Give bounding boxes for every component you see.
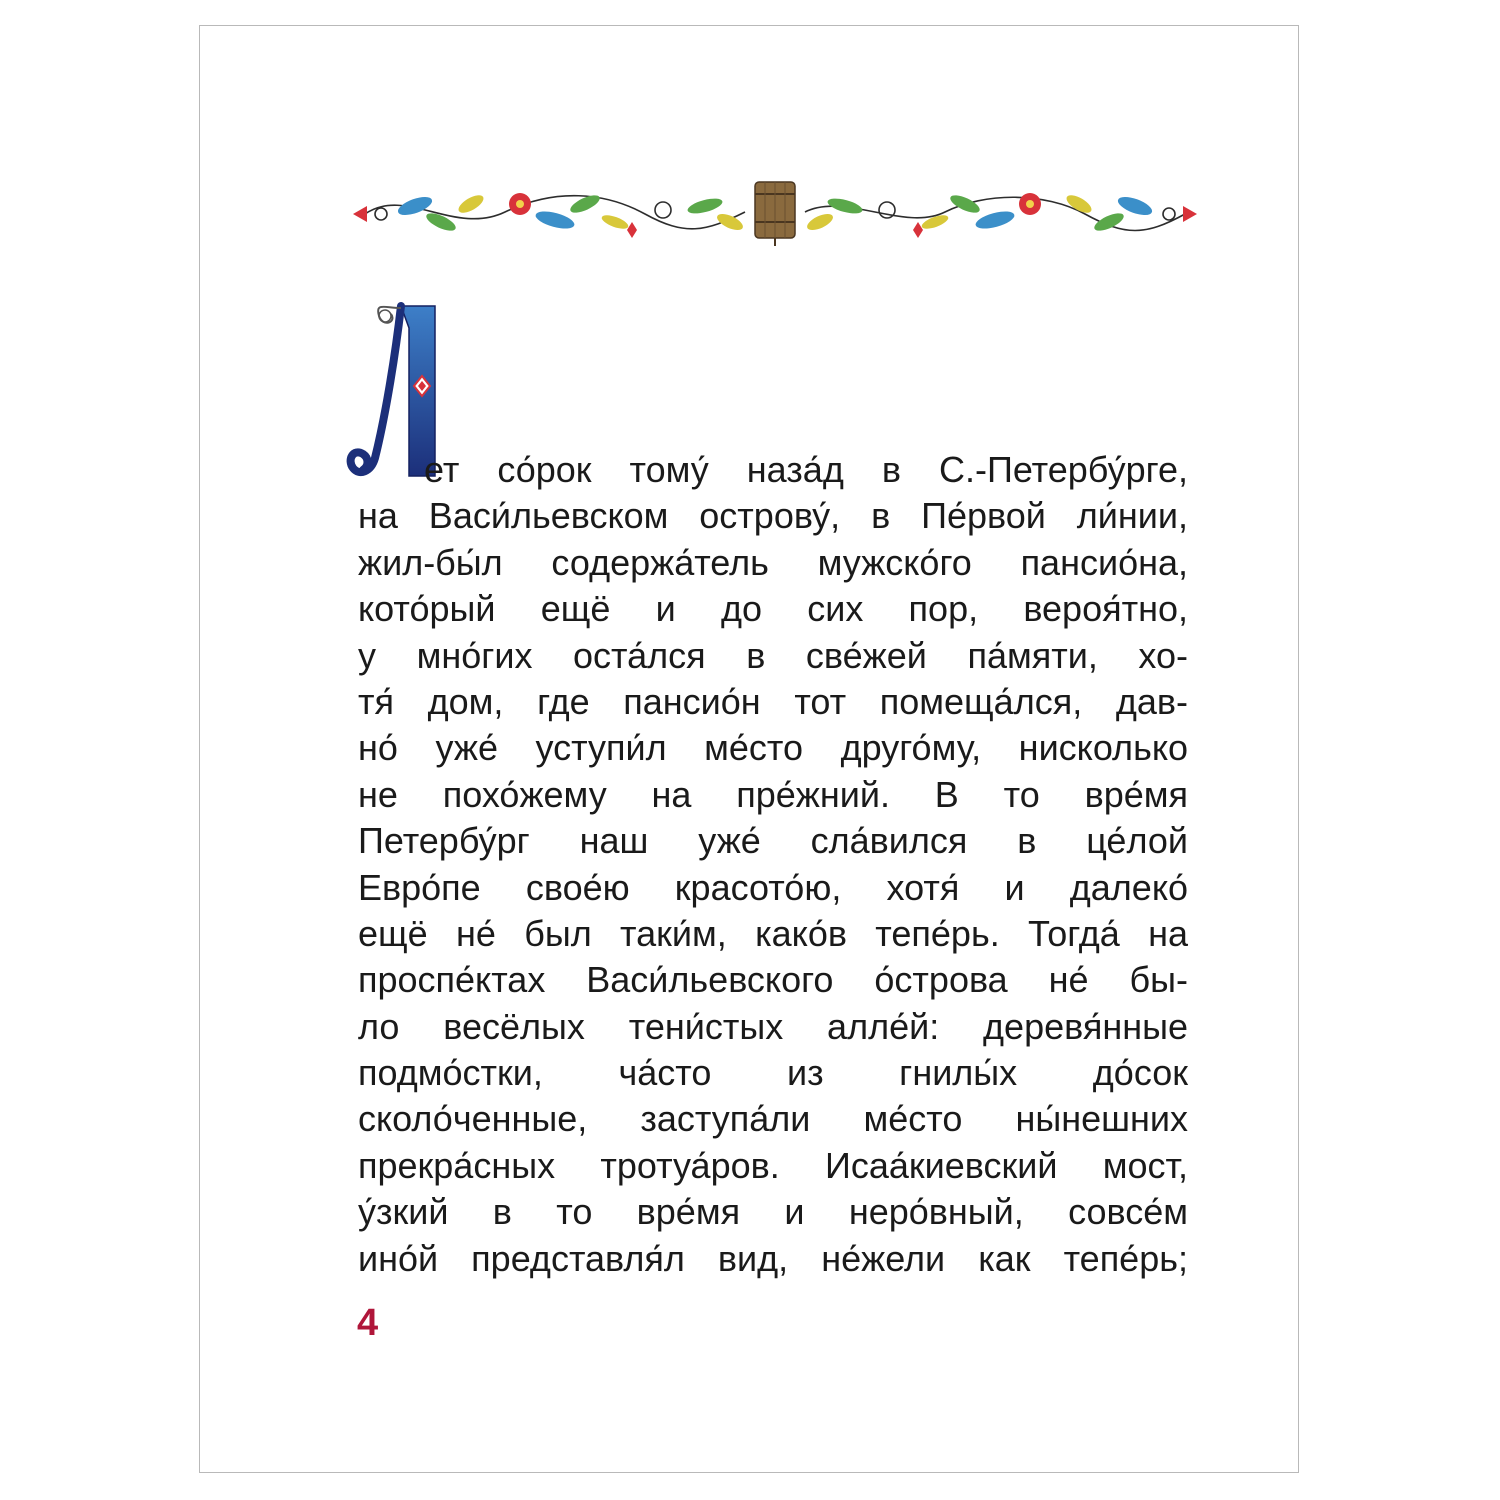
paragraph-line: ло весёлых тени́стых алле́й: деревя́нные	[358, 1005, 1188, 1047]
paragraph-line: ино́й представля́л вид, не́жели как тепе́рь;	[358, 1237, 1188, 1279]
paragraph-line: подмо́стки, ча́сто из гнилы́х до́сок	[358, 1052, 1188, 1094]
paragraph-line: прекра́сных тротуа́ров. Исаа́киевский мост,	[358, 1144, 1188, 1186]
paragraph-line: тя́ дом, где пансио́н тот помеща́лся, дав-	[358, 680, 1188, 722]
paragraph-line: не похо́жему на пре́жний. В то вре́мя	[358, 773, 1188, 815]
paragraph-line: на Васи́льевском острову́, в Пе́рвой ли́нии,	[358, 495, 1188, 537]
paragraph-line: кото́рый ещё и до сих пор, вероя́тно,	[358, 588, 1188, 630]
paragraph-line: проспе́ктах Васи́льевского о́строва не́ бы-	[358, 959, 1188, 1001]
main-paragraph	[358, 447, 1188, 1282]
floral-border-with-bucket-icon	[345, 176, 1205, 248]
paragraph-line: но́ уже́ уступи́л ме́сто друго́му, нисколько	[358, 727, 1188, 769]
page-number: 4	[357, 1302, 379, 1344]
paragraph-line: ещё не́ был таки́м, како́в тепе́рь. Тогда́ на	[358, 912, 1188, 954]
paragraph-line: ет со́рок тому́ наза́д в С.-Петербу́рге,	[424, 449, 1188, 490]
paragraph-line: Евро́пе свое́ю красото́ю, хотя́ и далеко́	[358, 866, 1188, 908]
paragraph-line: сколо́ченные, заступа́ли ме́сто ны́нешних	[358, 1098, 1188, 1140]
dropcap-text: Л	[345, 298, 346, 299]
paragraph-line: жил-бы́л содержа́тель мужско́го пансио́на,	[358, 541, 1188, 583]
paragraph-line: Петербу́рг наш уже́ сла́вился в це́лой	[358, 820, 1188, 862]
paragraph-line: у мно́гих оста́лся в све́жей па́мяти, хо-	[358, 634, 1188, 676]
paragraph-line: у́зкий в то вре́мя и неро́вный, совсе́м	[358, 1191, 1188, 1233]
